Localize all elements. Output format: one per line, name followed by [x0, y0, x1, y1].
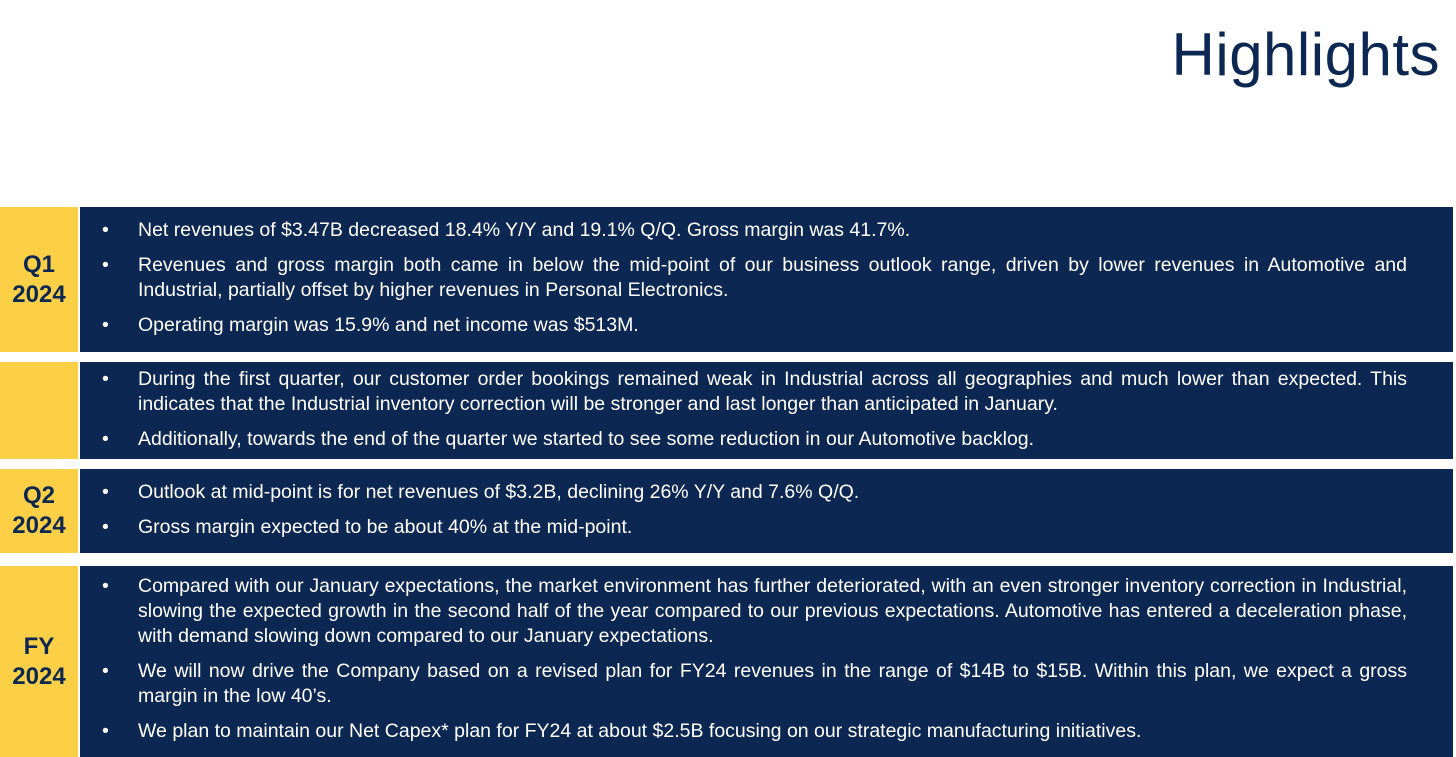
bullet-list	[80, 367, 1453, 452]
section-panel	[80, 469, 1453, 553]
bullet-text: Compared with our January expectations, the market environment has further deteriorated, with an even stronger inventory correction in Industrial, slowing the expected growth in the second half of the year compared to our previous expectations. Automotive has entered a deceleration phase, with demand slowing down compared to our January expectations.	[138, 575, 1407, 647]
bullet-list	[80, 218, 1453, 338]
section-label	[0, 566, 78, 757]
bullet-text: Net revenues of $3.47B decreased 18.4% Y/Y and 19.1% Q/Q. Gross margin was 41.7%.	[138, 219, 911, 241]
section-q2-2024	[0, 469, 1453, 553]
section-fy-2024	[0, 566, 1453, 757]
section-label-year: 2024	[12, 512, 66, 539]
section-label-year: 2024	[12, 280, 66, 308]
bullet-dot-icon: •	[102, 575, 109, 597]
section-label-period: Q2	[22, 482, 55, 509]
bullet-dot-icon: •	[102, 720, 109, 742]
bullet-item	[80, 218, 1453, 243]
section-label	[0, 362, 78, 459]
bullet-dot-icon: •	[102, 254, 109, 276]
section-panel	[80, 207, 1453, 352]
bullet-text: Gross margin expected to be about 40% at the mid-point.	[138, 516, 633, 538]
section-q1-2024	[0, 207, 1453, 352]
bullet-item	[80, 313, 1453, 338]
bullet-text: During the first quarter, our customer order bookings remained weak in Industrial across all geographies and much lower than expected. This indicates that the Industrial inventory correction will be stronger and last longer than anticipated in January.	[138, 368, 1407, 415]
section-label-year: 2024	[12, 662, 66, 690]
bullet-list	[80, 480, 1453, 540]
bullet-item	[80, 659, 1453, 709]
bullet-dot-icon: •	[102, 660, 109, 682]
bullet-dot-icon: •	[102, 481, 109, 503]
section-label-period: Q1	[22, 250, 55, 278]
bullet-text: Outlook at mid-point is for net revenues of $3.2B, declining 26% Y/Y and 7.6% Q/Q.	[138, 481, 860, 503]
bullet-list	[80, 574, 1453, 744]
bullet-text: Revenues and gross margin both came in below the mid-point of our business outlook range, driven by lower revenues in Automotive and Industrial, partially offset by higher revenues in Personal Electronics.	[138, 254, 1407, 301]
bullet-item	[80, 719, 1453, 744]
bullet-dot-icon: •	[102, 219, 109, 241]
bullet-item	[80, 367, 1453, 417]
bullet-item	[80, 574, 1453, 649]
bullet-text: Operating margin was 15.9% and net income was $513M.	[138, 314, 639, 336]
bullet-dot-icon: •	[102, 314, 109, 336]
section-label	[0, 469, 78, 553]
bullet-text: We plan to maintain our Net Capex* plan for FY24 at about $2.5B focusing on our strategic manufacturing initiatives.	[138, 720, 1142, 742]
section-panel	[80, 362, 1453, 459]
section-label	[0, 207, 78, 352]
bullet-item	[80, 253, 1453, 303]
section-label-period: FY	[23, 632, 55, 660]
bullet-item	[80, 480, 1453, 505]
bullet-item	[80, 427, 1453, 452]
bullet-dot-icon: •	[102, 516, 109, 538]
bullet-text: Additionally, towards the end of the quarter we started to see some reduction in our Automotive backlog.	[138, 428, 1035, 450]
bullet-dot-icon: •	[102, 368, 109, 390]
bullet-text: We will now drive the Company based on a revised plan for FY24 revenues in the range of $14B to $15B. Within this plan, we expect a gross margin in the low 40’s.	[138, 660, 1407, 707]
page-title: Highlights	[1171, 21, 1440, 88]
section-commentary	[0, 362, 1453, 459]
bullet-item	[80, 515, 1453, 540]
bullet-dot-icon: •	[102, 428, 109, 450]
section-panel	[80, 566, 1453, 757]
